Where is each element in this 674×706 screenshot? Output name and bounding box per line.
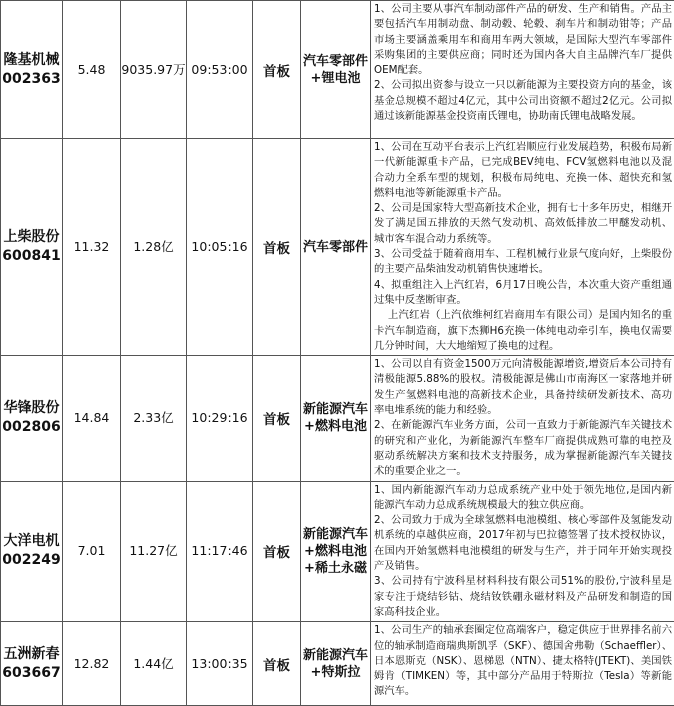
turnover-cell: 2.33亿 <box>121 356 187 481</box>
board-cell: 首板 <box>253 481 301 622</box>
stock-name-cell <box>1 481 63 622</box>
description-paragraph: 2、公司是国家特大型高新技术企业，拥有七十多年历史，相继开发了满足国五排放的天然气发动机、高效低排放二甲醚发动机、城市客车混合动力系统等。 <box>374 201 672 247</box>
turnover-cell: 9035.97万 <box>121 1 187 139</box>
stock-name: 隆基机械 <box>1 51 62 70</box>
stock-name: 五洲新春 <box>1 645 62 664</box>
turnover-cell: 1.44亿 <box>121 622 187 706</box>
limit-time-cell: 10:05:16 <box>187 139 253 356</box>
description-cell <box>371 1 674 139</box>
table-row <box>1 1 674 139</box>
description-paragraph: 1、国内新能源汽车动力总成系统产业中处于领先地位,是国内新能源汽车动力总成系统规模最大的独立供应商。 <box>374 483 672 514</box>
concept-cell: 汽车零部件+锂电池 <box>301 1 371 139</box>
price-cell: 14.84 <box>63 356 121 481</box>
concept-cell: 新能源汽车+特斯拉 <box>301 622 371 706</box>
table-row <box>1 139 674 356</box>
table-row <box>1 356 674 481</box>
description-cell <box>371 139 674 356</box>
stock-code: 002249 <box>1 551 62 570</box>
turnover-cell: 11.27亿 <box>121 481 187 622</box>
description-paragraph: 2、公司致力于成为全球氢燃料电池模组、核心零部件及氢能发动机系统的卓越供应商，2017年初与巴拉德签署了技术授权协议，在国内开始氢燃料电池模组的研发与生产，并于同年开始实现投产及销售。 <box>374 513 672 574</box>
description-paragraph: 1、公司以自有资金1500万元向清极能源增资,增资后本公司持有清极能源5.88%的股权。清极能源是佛山市南海区一家落地并研发生产氢燃料电池的高新技术企业，具备持续研发新技术、高功率电堆系统的能力和经验。 <box>374 357 672 418</box>
stock-name-cell <box>1 1 63 139</box>
price-cell: 11.32 <box>63 139 121 356</box>
description-cell <box>371 622 674 706</box>
stock-code: 002806 <box>1 418 62 437</box>
price-cell: 5.48 <box>63 1 121 139</box>
description-paragraph: 1、公司在互动平台表示上汽红岩顺应行业发展趋势，积极布局新一代新能源重卡产品，已完成BEV纯电、FCV氢燃料电池以及混合动力全系车型的规划，积极布局纯电、充换一体、超快充和氢燃料电池等新能源重卡产品。 <box>374 140 672 201</box>
limit-time-cell: 09:53:00 <box>187 1 253 139</box>
limit-time-cell: 13:00:35 <box>187 622 253 706</box>
turnover-cell: 1.28亿 <box>121 139 187 356</box>
limit-time-cell: 11:17:46 <box>187 481 253 622</box>
stock-name-cell <box>1 139 63 356</box>
concept-cell: 汽车零部件 <box>301 139 371 356</box>
board-cell: 首板 <box>253 139 301 356</box>
price-cell: 7.01 <box>63 481 121 622</box>
board-cell: 首板 <box>253 1 301 139</box>
description-paragraph: 2、在新能源汽车业务方面，公司一直致力于新能源汽车关键技术的研究和产业化，为新能源汽车整车厂商提供成熟可靠的电控及驱动系统解决方案和技术支持服务，成为掌握新能源汽车关键技术的重要企业之一。 <box>374 418 672 479</box>
stock-name: 大洋电机 <box>1 532 62 551</box>
description-paragraph: 2、公司拟出资参与设立一只以新能源为主要投资方向的基金，该基金总规模不超过4亿元，其中公司出资额不超过2亿元。公司拟通过该新能源基金投资南氏锂电，协助南氏锂电战略发展。 <box>374 78 672 124</box>
description-paragraph: 4、拟重组注入上汽红岩，6月17日晚公告，本次重大资产重组通过集中反垄断审查。 <box>374 278 672 309</box>
stock-code: 002363 <box>1 70 62 89</box>
description-paragraph: 3、公司受益于随着商用车、工程机械行业景气度向好，上柴股份的主要产品柴油发动机销售快速增长。 <box>374 247 672 278</box>
stock-name-cell <box>1 356 63 481</box>
stock-code: 600841 <box>1 247 62 266</box>
description-cell <box>371 356 674 481</box>
description-paragraph: 3、公司持有宁波科星材料科技有限公司51%的股份,宁波科星是家专注于烧结钐钴、烧结钕铁硼永磁材料及产品研发和制造的国家高科技企业。 <box>374 574 672 620</box>
concept-cell: 新能源汽车+燃料电池+稀土永磁 <box>301 481 371 622</box>
board-cell: 首板 <box>253 356 301 481</box>
stock-name-cell <box>1 622 63 706</box>
table-row <box>1 622 674 706</box>
board-cell: 首板 <box>253 622 301 706</box>
description-paragraph: 1、公司生产的轴承套圈定位高端客户，稳定供应于世界排名前六位的轴承制造商瑞典斯凯孚（SKF）、德国舍弗勒（Schaeffler）、日本恩斯克（NSK）、恩梯恩（NTN）、捷太格特(JTEKT)、美国铁姆肯（TIMKEN）等，其中部分产品用于特斯拉（Tesla）等新能源汽车。 <box>374 623 672 699</box>
concept-cell: 新能源汽车+燃料电池 <box>301 356 371 481</box>
description-cell <box>371 481 674 622</box>
price-cell: 12.82 <box>63 622 121 706</box>
stock-name: 华锋股份 <box>1 399 62 418</box>
limit-time-cell: 10:29:16 <box>187 356 253 481</box>
stock-code: 603667 <box>1 664 62 683</box>
description-paragraph: 1、公司主要从事汽车制动部件产品的研发、生产和销售。产品主要包括汽车用制动盘、制动毂、轮毂、刹车片和制动钳等；产品市场主要涵盖乘用车和商用车两大领域，是国际大型汽车零部件采购集团的主要供应商；同时还为国内各大自主品牌汽车厂提供OEM配套。 <box>374 2 672 78</box>
stock-name: 上柴股份 <box>1 228 62 247</box>
table-row <box>1 481 674 622</box>
description-paragraph: 上汽红岩（上汽依维柯红岩商用车有限公司）是国内知名的重卡汽车制造商，旗下杰狮H6充换一体纯电动牵引车，换电仅需要几分钟时间，大大地缩短了换电的过程。 <box>374 308 672 354</box>
